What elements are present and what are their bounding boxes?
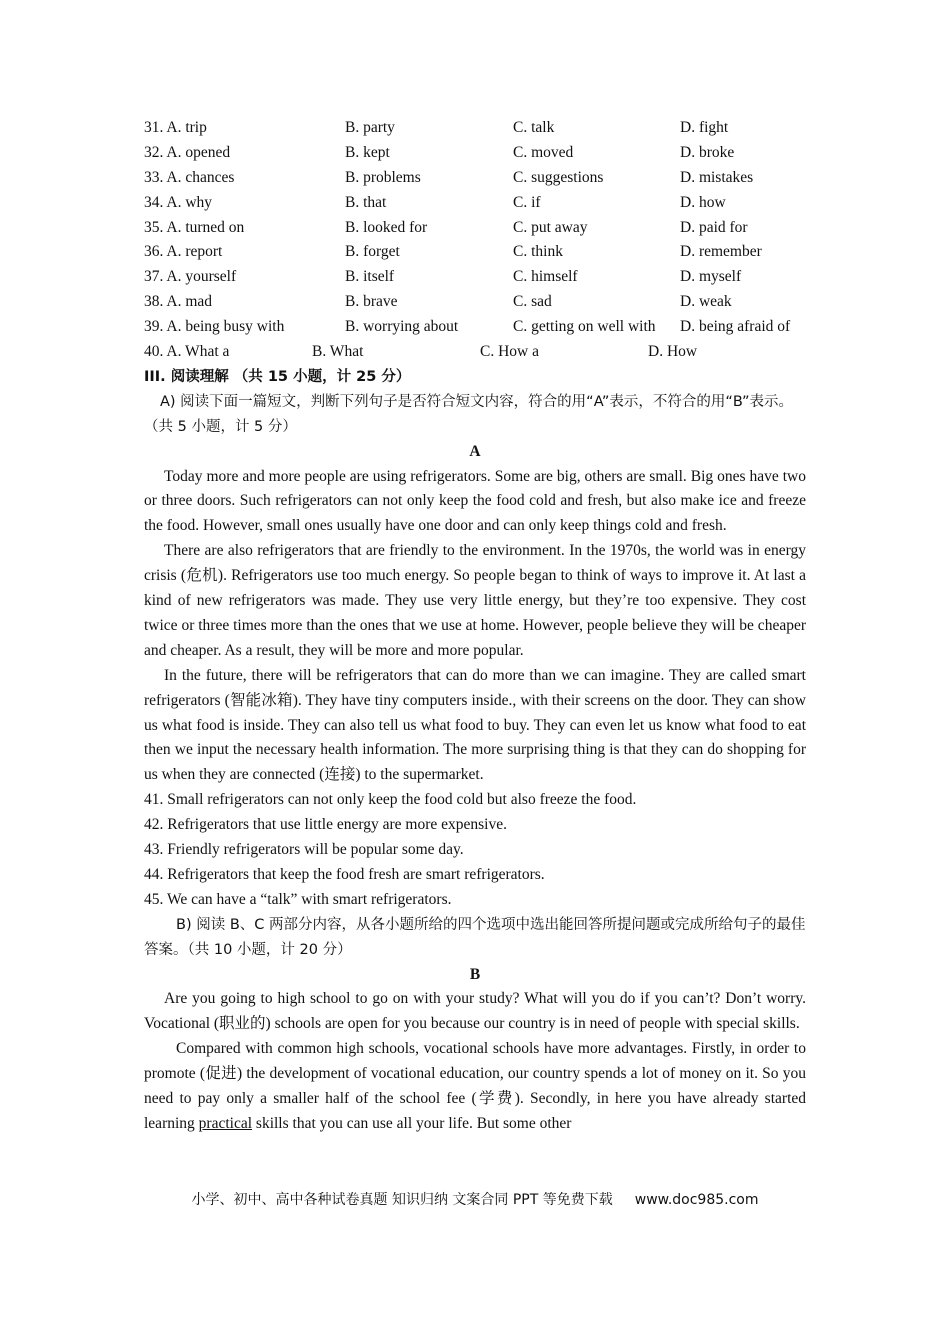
statement: 42. Refrigerators that use little energy are more expensive. bbox=[144, 816, 507, 834]
statements-list bbox=[144, 788, 806, 912]
exam-page bbox=[144, 116, 806, 1137]
option-c: C. himself bbox=[513, 268, 578, 286]
underlined-word: practical bbox=[198, 1114, 253, 1132]
option-row bbox=[144, 290, 806, 315]
statement: 41. Small refrigerators can not only keep the food cold but also freeze the food. bbox=[144, 791, 637, 809]
option-row bbox=[144, 141, 806, 166]
option-row bbox=[144, 315, 806, 340]
option-b: B. forget bbox=[345, 243, 400, 261]
footer-site: www.doc985.com bbox=[634, 1192, 759, 1208]
option-b: B. kept bbox=[345, 143, 390, 161]
option-b: B. party bbox=[345, 119, 395, 136]
passage-a-paragraph: There are also refrigerators that are friendly to the environment. In the 1970s, the world was in energy crisis (危机). Refrigerators use too much energy. So people began to think of ways to improve it. At last a kind of new refrigerators was made. They use very little energy, but they’re too expensive. They cost twice or three times more than the ones that we use at home. However, people believe they will be cheaper and cheaper. As a result, they will be more and more popular. bbox=[144, 542, 806, 659]
option-d: D. fight bbox=[680, 119, 729, 136]
option-c: C. How a bbox=[480, 343, 539, 361]
section-heading: III. 阅读理解 （共 15 小题，计 25 分） bbox=[144, 368, 411, 385]
option-row bbox=[144, 240, 806, 265]
option-row bbox=[144, 191, 806, 216]
option-a: 33. A. chances bbox=[144, 168, 235, 186]
option-a: 39. A. being busy with bbox=[144, 318, 285, 336]
option-d: D. mistakes bbox=[680, 168, 754, 186]
option-a: 37. A. yourself bbox=[144, 268, 237, 286]
option-b: B. worrying about bbox=[345, 318, 459, 336]
passage-b-paragraph bbox=[144, 1037, 806, 1137]
instruction-part-a: A) 阅读下面一篇短文，判断下列句子是否符合短文内容，符合的用“A”表示，不符合的用“B”表示。（共 5 小题，计 5 分） bbox=[144, 393, 794, 435]
option-a: 40. A. What a bbox=[144, 343, 230, 361]
statement: 45. We can have a “talk” with smart refrigerators. bbox=[144, 890, 452, 908]
options-block bbox=[144, 116, 806, 365]
statement: 43. Friendly refrigerators will be popular some day. bbox=[144, 841, 464, 859]
option-b: B. itself bbox=[345, 268, 395, 286]
option-c: C. moved bbox=[513, 143, 574, 161]
passage-b-text: Compared with common high schools, vocational schools have more advantages. Firstly, in order to promote (促进) the development of vocational education, our country spends a lot of money on it. So you need to pay only a smaller half of the school fee (学费). Secondly, in here you have already started learning bbox=[144, 1040, 806, 1132]
option-a: 34. A. why bbox=[144, 193, 213, 211]
option-d: D. remember bbox=[680, 243, 762, 261]
footer-text: 小学、初中、高中各种试卷真题 知识归纳 文案合同 PPT 等免费下载 bbox=[191, 1192, 613, 1208]
option-d: D. how bbox=[680, 193, 726, 211]
option-d: D. How bbox=[648, 343, 698, 361]
option-b: B. What bbox=[312, 343, 364, 361]
option-a: 35. A. turned on bbox=[144, 218, 245, 236]
option-a: 32. A. opened bbox=[144, 143, 231, 161]
instruction-part-b: B) 阅读 B、C 两部分内容，从各小题所给的四个选项中选出能回答所提问题或完成所给句子的最佳答案。（共 10 小题，计 20 分） bbox=[144, 916, 806, 958]
option-a: 38. A. mad bbox=[144, 293, 213, 311]
option-c: C. suggestions bbox=[513, 168, 604, 186]
option-c: C. sad bbox=[513, 293, 552, 311]
option-d: D. myself bbox=[680, 268, 742, 286]
option-row bbox=[144, 166, 806, 191]
option-b: B. problems bbox=[345, 168, 421, 186]
option-d: D. broke bbox=[680, 143, 735, 161]
page-footer bbox=[0, 1189, 950, 1209]
option-b: B. brave bbox=[345, 293, 398, 311]
option-c: C. getting on well with bbox=[513, 318, 656, 336]
option-d: D. weak bbox=[680, 293, 732, 311]
statement: 44. Refrigerators that keep the food fresh are smart refrigerators. bbox=[144, 865, 545, 883]
passage-label-b: B bbox=[469, 965, 481, 983]
option-c: C. talk bbox=[513, 119, 555, 136]
option-a: 36. A. report bbox=[144, 243, 223, 261]
passage-label-a: A bbox=[469, 442, 481, 460]
option-row bbox=[144, 265, 806, 290]
passage-b-paragraph: Are you going to high school to go on with your study? What will you do if you can’t? Don’t worry. Vocational (职业的) schools are open for you because our country is in need of people with special skills. bbox=[144, 990, 806, 1033]
option-b: B. that bbox=[345, 193, 387, 211]
option-b: B. looked for bbox=[345, 218, 428, 236]
passage-b-text: skills that you can use all your life. But some other bbox=[252, 1114, 572, 1132]
passage-a-paragraph: In the future, there will be refrigerators that can do more than we can imagine. They are called smart refrigerators (智能冰箱). They have tiny computers inside., with their screens on the door. They can show us what food is inside. They can also tell us what food to buy. They can even let us know what food to eat then we input the necessary health information. The more surprising thing is that they can do shopping for us when they are connected (连接) to the supermarket. bbox=[144, 666, 806, 784]
option-d: D. being afraid of bbox=[680, 318, 791, 336]
option-c: C. if bbox=[513, 193, 541, 211]
option-row bbox=[144, 216, 806, 241]
passage-a-paragraph: Today more and more people are using refrigerators. Some are big, others are small. Big ones have two or three doors. Such refrigerators can not only keep the food cold and fresh, but also make ice and freeze the food. However, small ones usually have one door and can only keep things cold and fresh. bbox=[144, 467, 806, 535]
option-c: C. put away bbox=[513, 218, 588, 236]
option-a: 31. A. trip bbox=[144, 119, 207, 136]
option-row bbox=[144, 116, 806, 141]
option-c: C. think bbox=[513, 243, 563, 261]
option-d: D. paid for bbox=[680, 218, 748, 236]
option-row bbox=[144, 340, 806, 365]
